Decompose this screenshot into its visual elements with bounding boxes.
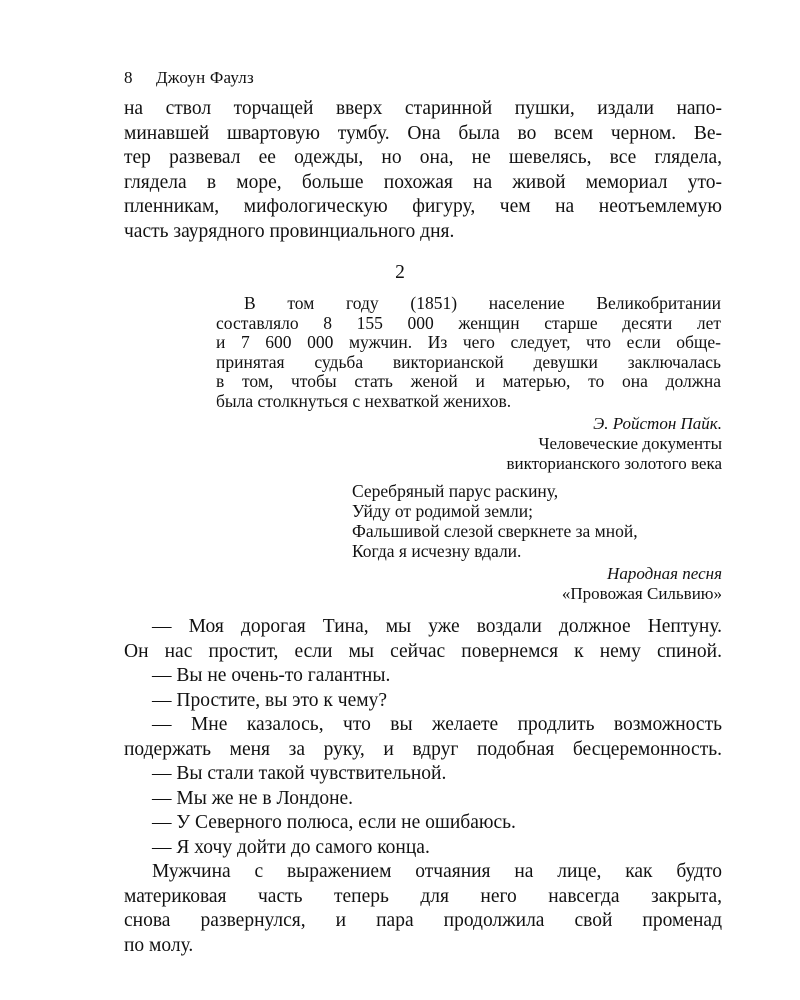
poem-line: Уйду от родимой земли; [352, 501, 533, 521]
poem-line: Когда я исчезну вдали. [352, 541, 522, 561]
text-line: Мужчина с выражением отчаяния на лице, как будто [152, 861, 722, 882]
chapter-number: 2 [395, 262, 405, 283]
text-line: тер развевал ее одежды, но она, не шевелясь, все глядела, [124, 147, 722, 168]
text-line: часть заурядного провинциального дня. [124, 220, 455, 242]
text-line: глядела в море, больше похожая на живой мемориал уто- [124, 171, 722, 193]
running-head [124, 68, 254, 88]
epigraph-author: Э. Ройстон Пайк. [593, 414, 722, 433]
author-name: Джоун Фаулз [156, 68, 254, 87]
poem-attribution [562, 564, 722, 604]
epigraph-line: была столкнуться с нехваткой женихов. [216, 390, 512, 411]
epigraph-attribution [506, 414, 722, 474]
page-number: 8 [124, 68, 133, 87]
dialogue-line: — Мне казалось, что вы желаете продлить возможность [152, 714, 722, 735]
epigraph-prose [216, 294, 721, 412]
epigraph-line: в том, чтобы стать женой и матерью, то она должна [216, 371, 721, 392]
epigraph-line: составляло 8 155 000 женщин старше десяти лет [216, 312, 721, 333]
dialogue-line: Он нас простит, если мы сейчас повернемся к нему спиной. [124, 640, 722, 662]
epigraph-source: викторианского золотого века [506, 454, 722, 473]
epigraph-line: принятая судьба викторианской девушки заключалась [216, 351, 721, 372]
dialogue-line: — У Северного полюса, если не ошибаюсь. [152, 812, 516, 833]
epigraph-poem [352, 481, 638, 561]
text-line: по молу. [124, 934, 194, 956]
text-line: на ствол торчащей вверх старинной пушки, издали напо- [124, 98, 722, 119]
dialogue-line: подержать меня за руку, и вдруг подобная бесцеремонность. [124, 738, 722, 760]
poem-source-title: «Провожая Сильвию» [561, 584, 722, 603]
epigraph-source: Человеческие документы [538, 434, 722, 453]
epigraph-line: и 7 600 000 мужчин. Из чего следует, что если обще- [216, 332, 721, 353]
dialogue-line: — Я хочу дойти до самого конца. [152, 836, 430, 858]
text-line: минавшей швартовую тумбу. Она была во всем черном. Ве- [124, 122, 722, 144]
opening-paragraph [124, 97, 722, 244]
text-line: пленникам, мифологическую фигуру, чем на неотъемлемую [124, 196, 722, 217]
poem-line: Фальшивой слезой сверкнете за мной, [352, 521, 638, 541]
dialogue-line: — Вы стали такой чувствительной. [152, 763, 447, 784]
text-line: материковая часть теперь для него навсегда закрыта, [124, 885, 722, 907]
dialogue-line: — Моя дорогая Тина, мы уже воздали должное Нептуну. [152, 616, 722, 637]
poem-line: Серебряный парус раскину, [352, 481, 559, 501]
dialogue-line: — Мы же не в Лондоне. [152, 787, 354, 809]
dialogue-section [124, 615, 722, 958]
dialogue-line: — Вы не очень-то галантны. [152, 665, 391, 686]
dialogue-line: — Простите, вы это к чему? [152, 689, 387, 711]
poem-source-type: Народная песня [607, 564, 722, 583]
text-line: снова развернулся, и пара продолжила свой променад [124, 910, 722, 931]
epigraph-line: В том году (1851) население Великобритании [244, 293, 721, 313]
